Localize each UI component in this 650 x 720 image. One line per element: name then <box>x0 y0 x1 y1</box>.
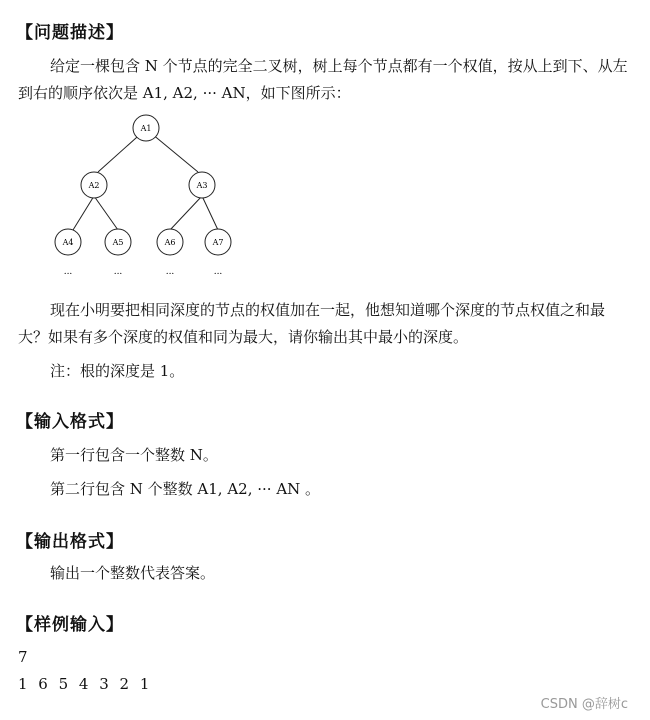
csdn-watermark: CSDN @辞树c <box>540 697 628 712</box>
tree-node-a4 <box>55 229 81 255</box>
output-format-line-1: 输出一个整数代表答案。 <box>50 564 216 582</box>
tree-ellipsis: ... <box>113 267 123 277</box>
tree-ellipsis: ... <box>213 267 223 277</box>
section-title-input: 【输入格式】 <box>16 412 124 432</box>
tree-ellipses <box>64 267 223 277</box>
tree-node-a6 <box>157 229 183 255</box>
tree-node-a1 <box>133 115 159 141</box>
binary-tree-diagram <box>40 108 260 283</box>
description-paragraph-1 <box>18 53 628 107</box>
input-format-line-1: 第一行包含一个整数 N。 <box>50 446 218 464</box>
tree-node-label: A5 <box>112 238 124 247</box>
tree-node-label: A4 <box>62 238 74 247</box>
input-format-line-2: 第二行包含 N 个整数 A1, A2, ··· AN 。 <box>50 480 321 498</box>
root-depth-note: 注：根的深度是 1。 <box>50 362 185 380</box>
sample-input-line-2: 1 6 5 4 3 2 1 <box>18 675 153 693</box>
tree-node-a2 <box>81 172 107 198</box>
tree-ellipsis: ... <box>63 267 73 277</box>
tree-node-label: A3 <box>196 181 208 190</box>
section-title-output: 【输出格式】 <box>16 532 124 552</box>
tree-ellipsis: ... <box>165 267 175 277</box>
description-text-1: 给定一棵包含 N 个节点的完全二叉树，树上每个节点都有一个权值，按从上到下、从左到右的顺序依次是 A1, A2, ··· AN，如下图所示： <box>18 57 628 102</box>
tree-node-a5 <box>105 229 131 255</box>
description-paragraph-2: 现在小明要把相同深度的节点的权值加在一起，他想知道哪个深度的节点权值之和最大？如果有多个深度的权值和同为最大，请你输出其中最小的深度。 <box>18 301 606 346</box>
tree-node-a7 <box>205 229 231 255</box>
tree-node-label: A7 <box>212 238 224 247</box>
section-title-description: 【问题描述】 <box>16 23 124 43</box>
tree-node-label: A2 <box>88 181 100 190</box>
tree-node-a3 <box>189 172 215 198</box>
section-title-sample: 【样例输入】 <box>16 615 124 635</box>
tree-node-label: A6 <box>164 238 176 247</box>
sample-input-line-1: 7 <box>18 648 31 666</box>
tree-node-label: A1 <box>140 124 152 133</box>
tree-nodes <box>55 115 231 255</box>
